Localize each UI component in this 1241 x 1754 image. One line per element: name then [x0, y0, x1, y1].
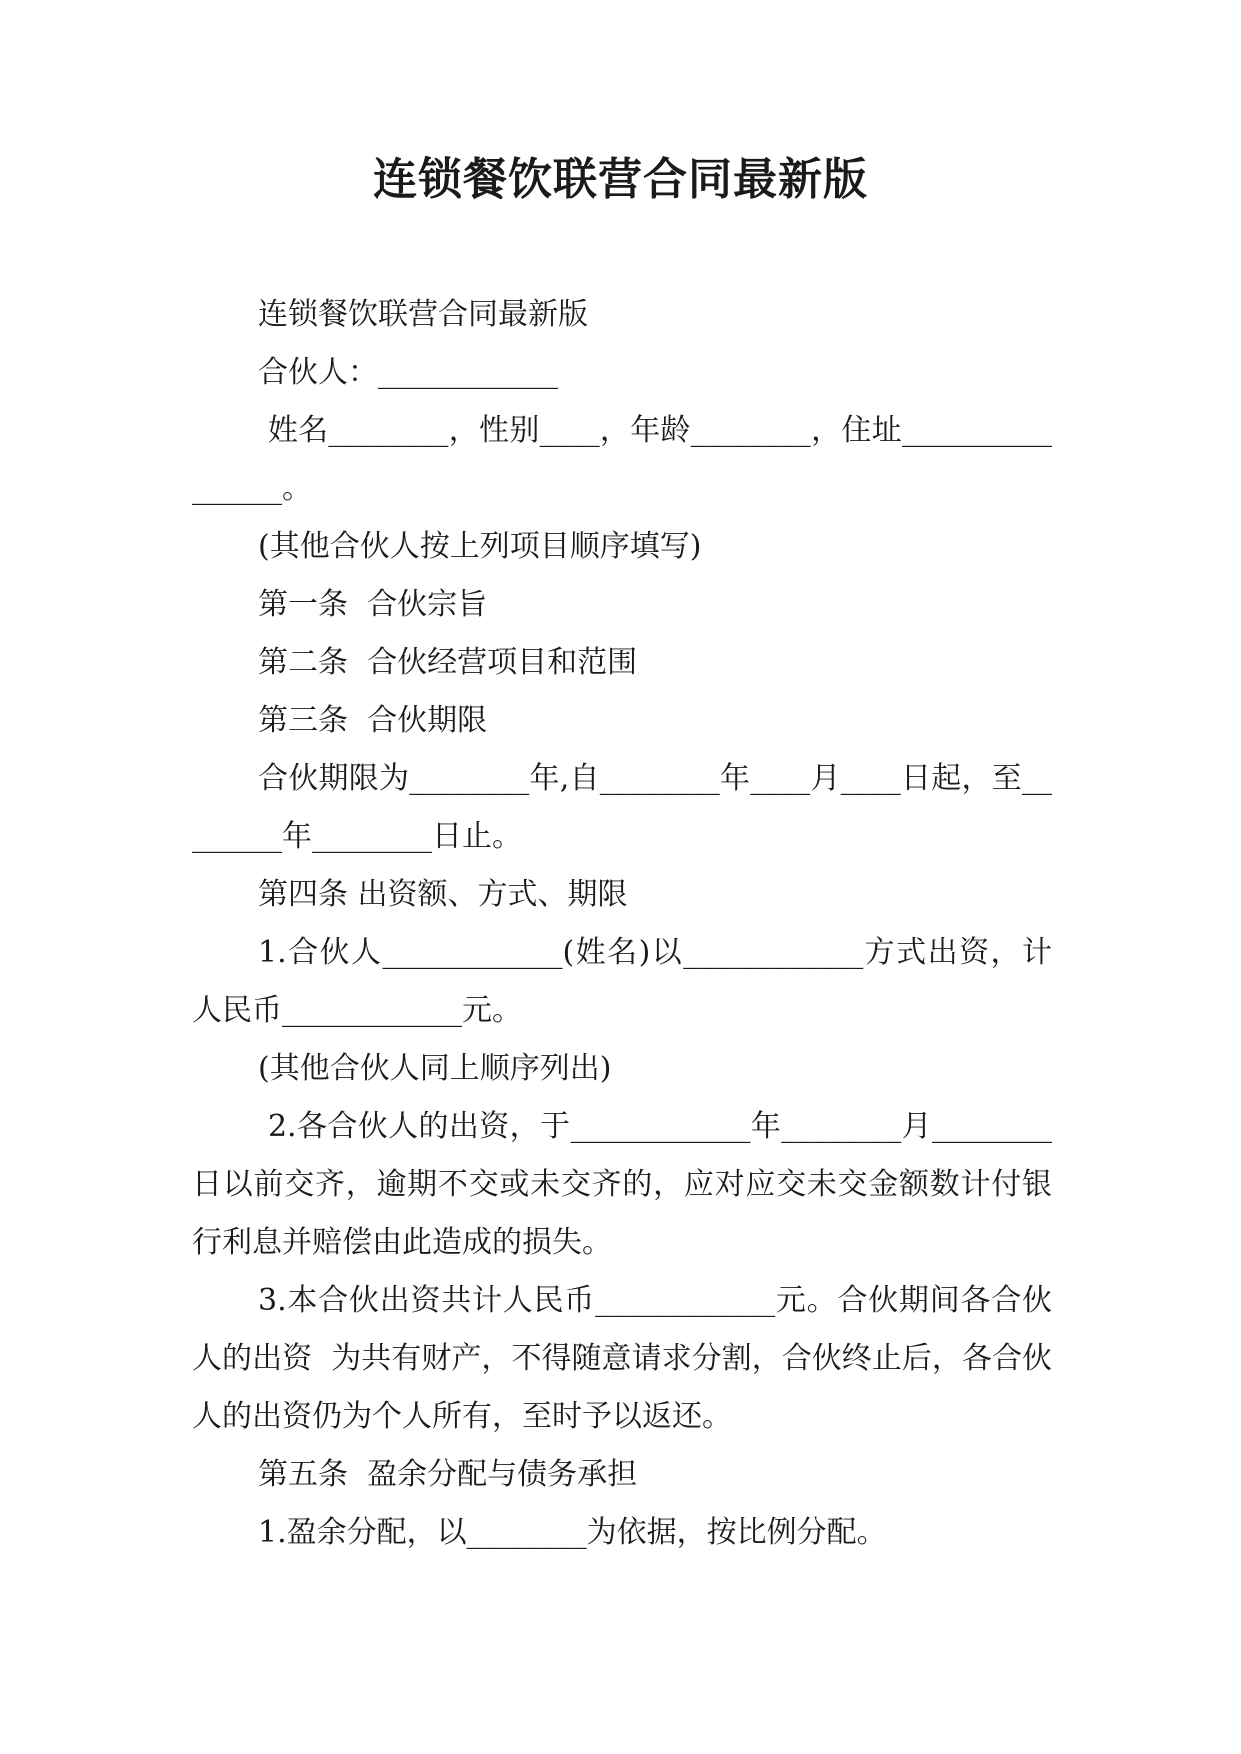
paragraph-article-1-heading: 第一条 合伙宗旨	[258, 587, 488, 622]
paragraph-contribution-1: 1.合伙人____________(姓名)以____________方式出资，计人民币____________元。	[192, 935, 1052, 1028]
paragraph-article-4-heading: 第四条 出资额、方式、期限	[258, 877, 628, 912]
paragraph-partner: 合伙人：____________	[258, 355, 558, 390]
paragraph-doc-name: 连锁餐饮联营合同最新版	[258, 297, 588, 332]
paragraph-contribution-note: (其他合伙人同上顺序列出)	[258, 1051, 612, 1086]
paragraph-partner-details: 姓名________，性别____，年龄________，住址________________。	[192, 413, 1052, 506]
paragraph-article-5-heading: 第五条 盈余分配与债务承担	[258, 1457, 638, 1492]
paragraph-contribution-2: 2.各合伙人的出资，于____________年________月________日以前交齐，逾期不交或未交齐的，应对应交未交金额数计付银行利息并赔偿由此造成的损失。	[192, 1109, 1052, 1260]
paragraph-contribution-3: 3.本合伙出资共计人民币____________元。合伙期间各合伙人的出资 为共有财产，不得随意请求分割，合伙终止后，各合伙人的出资仍为个人所有，至时予以返还。	[192, 1283, 1052, 1434]
document-title: 连锁餐饮联营合同最新版	[373, 154, 868, 205]
paragraph-profit-distribution: 1.盈余分配，以________为依据，按比例分配。	[258, 1515, 887, 1550]
paragraph-article-2-heading: 第二条 合伙经营项目和范围	[258, 645, 638, 680]
paragraph-article-3-heading: 第三条 合伙期限	[258, 703, 488, 738]
document-body	[192, 286, 1052, 1562]
paragraph-other-partners-note: (其他合伙人按上列项目顺序填写)	[258, 529, 702, 564]
paragraph-term: 合伙期限为________年,自________年____月____日起，至________年________日止。	[192, 761, 1052, 854]
